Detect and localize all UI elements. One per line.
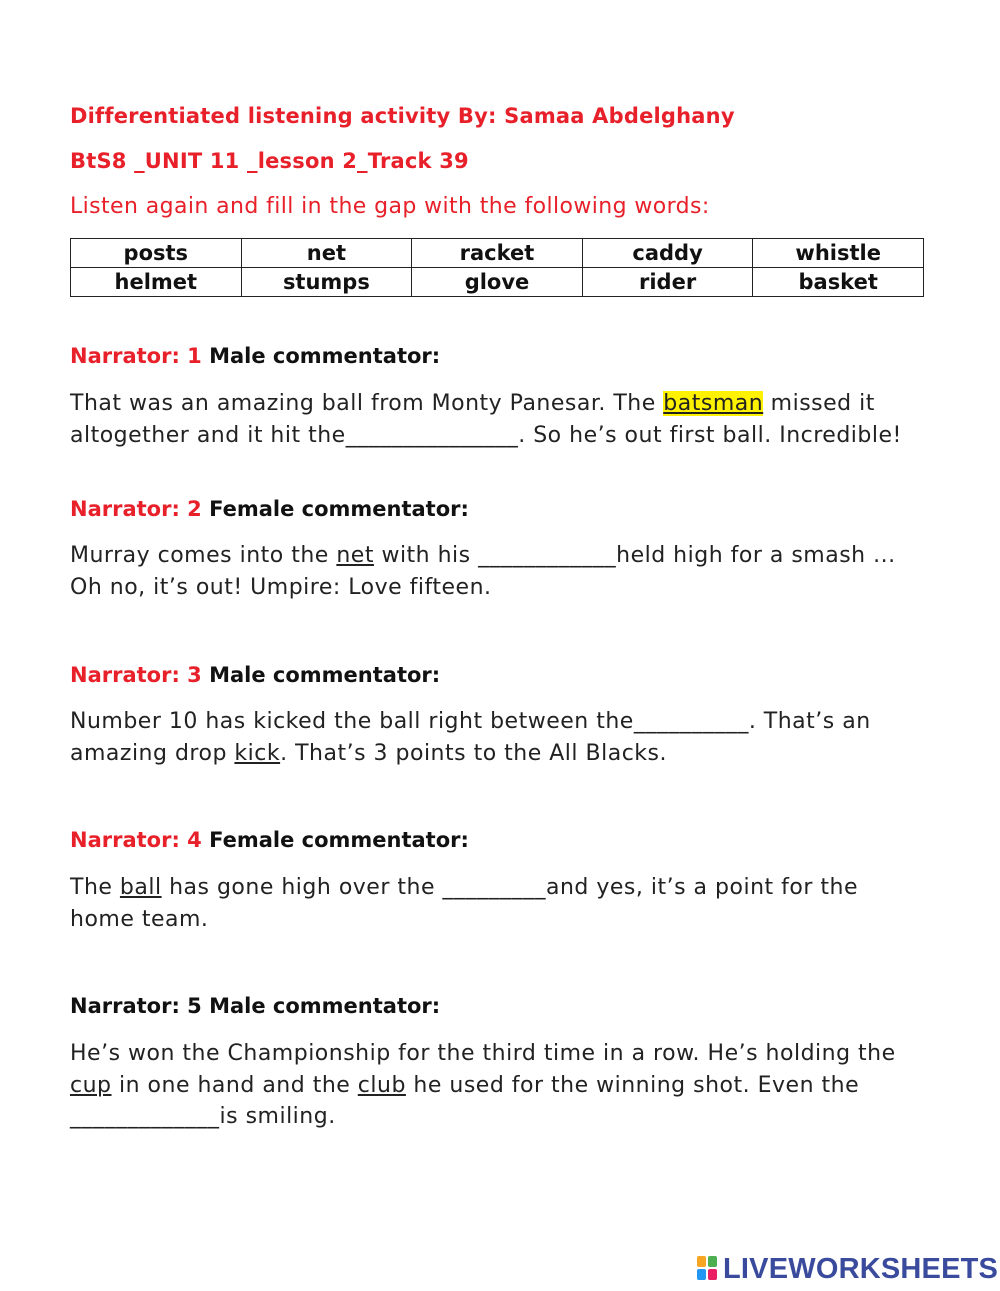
gap-blank-1[interactable]: _______________: [345, 422, 519, 448]
narrator-label: Narrator: 3: [70, 663, 202, 687]
text-span: in one hand and the: [111, 1072, 358, 1098]
item-4-heading: [70, 828, 469, 852]
text-span: He’s won the Championship for the third time in a row. He’s holding the: [70, 1041, 896, 1066]
gap-blank-4[interactable]: _________: [442, 875, 546, 900]
word-bank-table: [70, 238, 924, 297]
text-span: Number 10 has kicked the ball right between the: [70, 709, 634, 734]
word-bank-row: [71, 239, 924, 268]
logo-text: LIVEWORKSHEETS: [723, 1252, 999, 1285]
word-bank-cell[interactable]: rider: [582, 268, 753, 297]
text-span: held high for a smash ... Oh no, it’s out! Umpire: Love fifteen.: [70, 543, 896, 600]
highlighted-keyword: batsman: [663, 391, 764, 416]
text-span: The: [70, 875, 120, 900]
gap-blank-2[interactable]: ____________: [478, 543, 617, 568]
text-span: with his: [373, 543, 479, 568]
text-span: . So he’s out first ball. Incredible!: [518, 422, 902, 448]
worksheet-title: Differentiated listening activity By: Samaa Abdelghany: [70, 104, 735, 128]
speaker-label: Male commentator:: [209, 344, 441, 368]
item-3-heading: [70, 663, 440, 687]
underlined-keyword: kick: [234, 740, 281, 766]
liveworksheets-logo: [697, 1252, 998, 1286]
speaker-label: Female commentator:: [209, 828, 469, 852]
speaker-label: Female commentator:: [209, 497, 469, 521]
word-bank-cell[interactable]: stumps: [241, 268, 412, 297]
word-bank-cell[interactable]: net: [241, 239, 412, 268]
word-bank-cell[interactable]: racket: [412, 239, 583, 268]
word-bank-cell[interactable]: posts: [71, 239, 242, 268]
narrator-label: Narrator: 2: [70, 497, 202, 521]
item-2-text: [70, 540, 920, 603]
text-span: he used for the winning shot. Even the: [405, 1072, 860, 1098]
item-5-text: [70, 1038, 920, 1133]
worksheet-subtitle: BtS8 _UNIT 11 _lesson 2_Track 39: [70, 149, 469, 173]
word-bank-cell[interactable]: helmet: [71, 268, 242, 297]
underlined-keyword: cup: [70, 1072, 112, 1098]
word-bank-cell[interactable]: whistle: [753, 239, 924, 268]
underlined-keyword: ball: [119, 875, 162, 900]
narrator-label: Narrator: 1: [70, 344, 202, 368]
underlined-keyword: net: [336, 543, 374, 568]
text-span: has gone high over the: [161, 875, 443, 900]
gap-blank-3[interactable]: __________: [633, 709, 749, 734]
word-bank-row: [71, 268, 924, 297]
item-1-heading: [70, 344, 440, 368]
underlined-keyword: club: [357, 1072, 406, 1098]
text-span: . That’s an amazing drop: [70, 709, 871, 766]
item-4-text: [70, 872, 920, 935]
text-span: Murray comes into the: [70, 543, 337, 568]
speaker-label: Male commentator:: [209, 663, 441, 687]
text-span: and yes, it’s a point for the home team.: [70, 875, 858, 932]
item-3-text: [70, 706, 920, 769]
item-1-text: [70, 388, 920, 451]
item-2-heading: [70, 497, 469, 521]
text-span: . That’s 3 points to the All Blacks.: [280, 740, 668, 766]
gap-blank-5[interactable]: _____________: [70, 1104, 220, 1129]
word-bank-cell[interactable]: caddy: [582, 239, 753, 268]
text-span: is smiling.: [219, 1104, 336, 1129]
item-5-heading: Narrator: 5 Male commentator:: [70, 994, 441, 1018]
text-span: That was an amazing ball from Monty Panesar. The: [70, 391, 664, 416]
word-bank-cell[interactable]: glove: [412, 268, 583, 297]
narrator-label: Narrator: 4: [70, 828, 202, 852]
logo-mark-icon: [697, 1256, 719, 1282]
word-bank-cell[interactable]: basket: [753, 268, 924, 297]
text-span: missed it altogether and it hit the: [70, 391, 875, 448]
instruction-text: Listen again and fill in the gap with the following words:: [70, 194, 710, 219]
